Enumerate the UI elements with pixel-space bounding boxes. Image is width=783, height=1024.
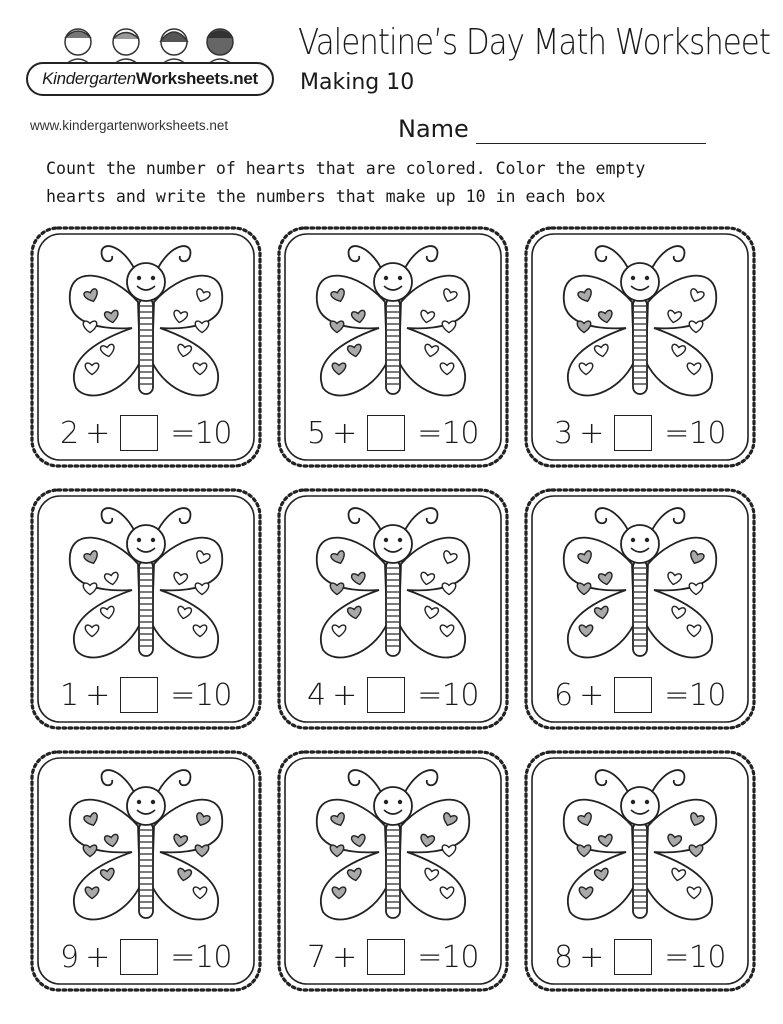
heart-empty — [83, 583, 97, 595]
eye-right — [398, 800, 402, 804]
butterfly-icon — [62, 756, 230, 926]
eye-left — [137, 538, 141, 542]
site-logo — [26, 22, 276, 107]
antenna-left — [102, 246, 136, 272]
equation — [520, 934, 760, 980]
eye-left — [137, 800, 141, 804]
equals-ten: =10 — [417, 415, 480, 451]
antenna-left — [102, 508, 136, 534]
plus-sign: + — [332, 677, 358, 713]
site-url: www.kindergartenworksheets.net — [30, 118, 229, 133]
equals-ten: =10 — [664, 415, 727, 451]
wing-left — [564, 800, 634, 920]
antenna-left — [349, 770, 383, 796]
eye-left — [631, 538, 635, 542]
answer-box[interactable] — [367, 677, 405, 713]
equation — [26, 934, 266, 980]
eye-right — [398, 276, 402, 280]
eye-left — [384, 800, 388, 804]
addend: 7 — [306, 939, 327, 975]
eye-left — [631, 276, 635, 280]
heart-empty — [689, 321, 703, 333]
head — [374, 263, 412, 301]
head — [374, 787, 412, 825]
problem-card — [273, 484, 513, 734]
page-subtitle: Making 10 — [300, 70, 415, 95]
plus-sign: + — [332, 939, 358, 975]
eye-right — [645, 538, 649, 542]
plus-sign: + — [579, 939, 605, 975]
problem-card — [26, 746, 266, 996]
antenna-right — [403, 246, 437, 272]
equation — [273, 934, 513, 980]
plus-sign: + — [579, 677, 605, 713]
heart-colored — [689, 845, 703, 857]
heart-colored — [577, 583, 591, 595]
plus-sign: + — [85, 415, 111, 451]
head — [127, 525, 165, 563]
addend: 8 — [553, 939, 574, 975]
heart-colored — [577, 321, 591, 333]
plus-sign: + — [579, 415, 605, 451]
wing-left — [317, 276, 387, 396]
heart-colored — [330, 583, 344, 595]
problem-card — [273, 746, 513, 996]
wing-right — [646, 276, 716, 396]
answer-box[interactable] — [120, 415, 158, 451]
antenna-right — [156, 246, 190, 272]
eye-left — [384, 538, 388, 542]
name-label: Name — [398, 115, 469, 143]
eye-left — [384, 276, 388, 280]
equation — [273, 410, 513, 456]
plus-sign: + — [85, 939, 111, 975]
heart-empty — [689, 583, 703, 595]
heart-empty — [195, 321, 209, 333]
logo-kindergarten: Kindergarten — [42, 69, 136, 88]
wing-right — [152, 538, 222, 658]
butterfly-icon — [62, 494, 230, 664]
addend: 1 — [59, 677, 80, 713]
addend: 6 — [553, 677, 574, 713]
equation — [520, 410, 760, 456]
equation — [26, 672, 266, 718]
wing-right — [646, 800, 716, 920]
antenna-right — [403, 508, 437, 534]
heart-empty — [83, 321, 97, 333]
wing-right — [152, 800, 222, 920]
equation — [26, 410, 266, 456]
butterfly-icon — [556, 756, 724, 926]
problem-card — [26, 484, 266, 734]
butterfly-icon — [309, 232, 477, 402]
name-field[interactable] — [476, 143, 706, 144]
head — [374, 525, 412, 563]
heart-colored — [195, 845, 209, 857]
antenna-right — [403, 770, 437, 796]
answer-box[interactable] — [367, 415, 405, 451]
eye-right — [645, 276, 649, 280]
problem-card — [520, 484, 760, 734]
butterfly-icon — [556, 494, 724, 664]
antenna-left — [349, 508, 383, 534]
head — [621, 525, 659, 563]
page-title: Valentine’s Day Math Worksheet — [298, 22, 770, 63]
wing-right — [152, 276, 222, 396]
wing-left — [70, 538, 140, 658]
answer-box[interactable] — [367, 939, 405, 975]
wing-left — [564, 538, 634, 658]
wing-right — [399, 538, 469, 658]
antenna-right — [650, 246, 684, 272]
eye-left — [137, 276, 141, 280]
butterfly-icon — [309, 494, 477, 664]
wing-left — [317, 538, 387, 658]
eye-right — [645, 800, 649, 804]
eye-right — [151, 800, 155, 804]
equation — [273, 672, 513, 718]
problem-card — [26, 222, 266, 472]
eye-left — [631, 800, 635, 804]
equals-ten: =10 — [417, 939, 480, 975]
antenna-left — [596, 770, 630, 796]
wing-left — [70, 800, 140, 920]
wing-right — [399, 276, 469, 396]
antenna-right — [650, 508, 684, 534]
heart-colored — [577, 845, 591, 857]
answer-box[interactable] — [614, 939, 652, 975]
equals-ten: =10 — [170, 677, 233, 713]
antenna-right — [650, 770, 684, 796]
problem-card — [520, 746, 760, 996]
head — [621, 263, 659, 301]
head — [621, 787, 659, 825]
addend: 5 — [306, 415, 327, 451]
heart-empty — [442, 583, 456, 595]
wing-left — [564, 276, 634, 396]
answer-box[interactable] — [120, 939, 158, 975]
antenna-left — [596, 246, 630, 272]
wing-right — [646, 538, 716, 658]
butterfly-icon — [309, 756, 477, 926]
equals-ten: =10 — [664, 939, 727, 975]
head — [127, 787, 165, 825]
answer-box[interactable] — [614, 415, 652, 451]
antenna-left — [596, 508, 630, 534]
answer-box[interactable] — [120, 677, 158, 713]
antenna-left — [349, 246, 383, 272]
addend: 2 — [59, 415, 80, 451]
antenna-right — [156, 770, 190, 796]
heart-colored — [330, 845, 344, 857]
wing-right — [399, 800, 469, 920]
problem-grid — [26, 222, 760, 996]
logo-banner — [26, 62, 274, 96]
equals-ten: =10 — [417, 677, 480, 713]
heart-colored — [330, 321, 344, 333]
wing-left — [70, 276, 140, 396]
butterfly-icon — [556, 232, 724, 402]
equals-ten: =10 — [170, 939, 233, 975]
eye-right — [151, 538, 155, 542]
equation — [520, 672, 760, 718]
addend: 9 — [59, 939, 80, 975]
antenna-left — [102, 770, 136, 796]
problem-card — [273, 222, 513, 472]
answer-box[interactable] — [614, 677, 652, 713]
wing-left — [317, 800, 387, 920]
heart-empty — [442, 845, 456, 857]
children-faces-icon — [48, 22, 248, 66]
head — [127, 263, 165, 301]
addend: 3 — [553, 415, 574, 451]
heart-empty — [195, 583, 209, 595]
logo-text — [42, 69, 258, 89]
butterfly-icon — [62, 232, 230, 402]
antenna-right — [156, 508, 190, 534]
addend: 4 — [306, 677, 327, 713]
heart-colored — [83, 845, 97, 857]
equals-ten: =10 — [664, 677, 727, 713]
heart-empty — [442, 321, 456, 333]
plus-sign: + — [332, 415, 358, 451]
equals-ten: =10 — [170, 415, 233, 451]
plus-sign: + — [85, 677, 111, 713]
problem-card — [520, 222, 760, 472]
eye-right — [151, 276, 155, 280]
instructions: Count the number of hearts that are colored. Color the empty hearts and write the numbers that make up 10 in each box — [46, 159, 646, 206]
logo-worksheets: Worksheets.net — [135, 69, 258, 88]
eye-right — [398, 538, 402, 542]
